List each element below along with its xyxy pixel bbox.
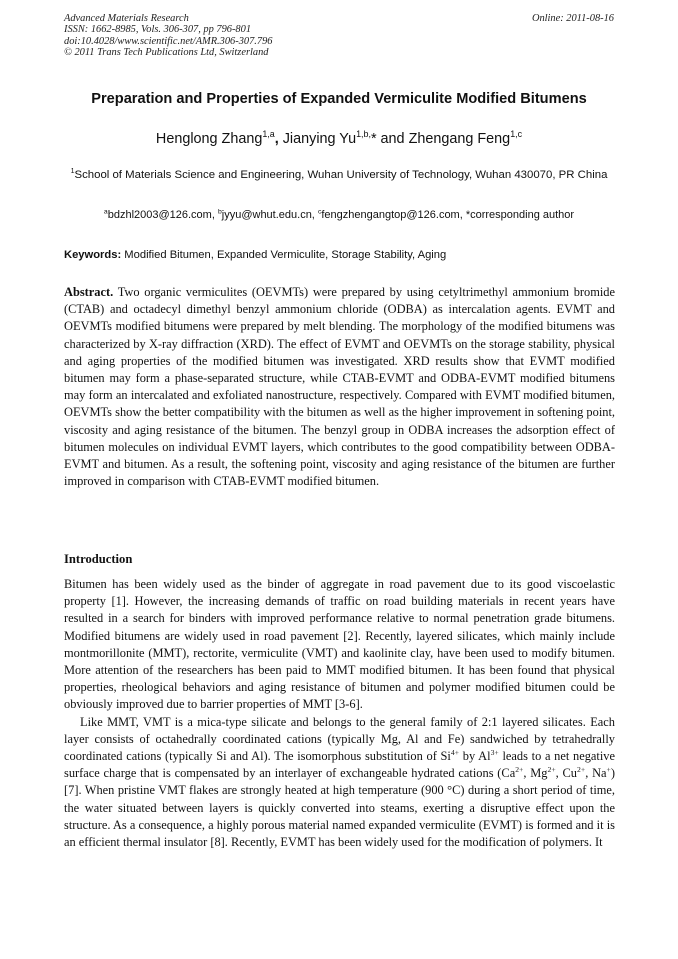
journal-header	[64, 13, 272, 59]
keywords-text: Modified Bitumen, Expanded Vermiculite, Storage Stability, Aging	[121, 249, 447, 261]
affiliation-superscript: 1	[70, 168, 75, 176]
introduction-heading: Introduction	[64, 552, 133, 566]
email-superscript: b	[217, 208, 222, 216]
author-separator: ,	[274, 131, 279, 147]
charge-superscript: 3+	[490, 747, 499, 757]
charge-superscript: 4+	[450, 747, 460, 757]
abstract	[64, 284, 615, 490]
affiliation-text: School of Materials Science and Engineering, Wuhan University of Technology, Wuhan 430070, PR China	[74, 169, 608, 181]
charge-superscript: +	[606, 765, 611, 775]
email-superscript: a	[103, 208, 108, 216]
keywords	[64, 249, 624, 261]
charge-superscript: 2+	[515, 765, 524, 775]
paper-title: Preparation and Properties of Expanded Vermiculite Modified Bitumens	[91, 91, 587, 107]
author-superscript: 1,b,	[356, 129, 371, 140]
keywords-label: Keywords:	[64, 249, 122, 261]
corresponding-star: *	[370, 131, 377, 147]
introduction-paragraph	[64, 714, 615, 852]
email-text: fengzhengangtop@126.com, *corresponding author	[321, 209, 575, 221]
journal-name: Advanced Materials Research	[64, 13, 189, 24]
online-date: Online: 2011-08-16	[531, 13, 614, 24]
author-emails	[0, 209, 678, 221]
charge-superscript: 2+	[577, 765, 586, 775]
paragraph-text: ) [7]. When pristine VMT flakes are strongly heated at high temperature (900 °C) during a short period of time, the water situated between layers is quickly converted into steams, exerting a disruptive effect upon the structure. As a consequence, a highly porous material named expanded vermiculite (EVMT) is formed and it is an efficient thermal insulator [8]. Recently, EVMT has been widely used for the modification of polymers. It	[64, 766, 615, 850]
journal-issn: ISSN: 1662-8985, Vols. 306-307, pp 796-801	[64, 24, 252, 36]
author-name: Jianying Yu	[278, 131, 357, 147]
email-text: jyyu@whut.edu.cn,	[221, 209, 318, 221]
author-conjunction: and	[376, 131, 409, 147]
paragraph-text: , Cu	[555, 766, 578, 781]
paragraph-text: , Na	[585, 766, 607, 781]
charge-superscript: 2+	[547, 765, 556, 775]
author-superscript: 1,a	[262, 129, 275, 140]
author-list	[0, 131, 678, 147]
email-superscript: c	[317, 208, 322, 216]
paragraph-text: , Mg	[523, 766, 548, 781]
affiliation	[64, 165, 614, 185]
paragraph-text: Like MMT, VMT is a mica-type silicate and belongs to the general family of 2:1 layered silicates. Each layer consists of octahedrally coordinated cations (typically Mg, Al and Fe) sandwiched by tetrahedrally coordinated cations (typically Si and Al). The isomorphous substitution of Si	[64, 714, 615, 764]
author-name: Henglong Zhang	[155, 131, 263, 147]
email-text: bdzhl2003@126.com,	[107, 209, 218, 221]
author-superscript: 1,c	[510, 129, 523, 140]
introduction-body	[64, 576, 615, 851]
journal-copyright: © 2011 Trans Tech Publications Ltd, Switzerland	[64, 47, 269, 59]
paragraph-text: leads to a net negative surface charge that is compensated by an interlayer of exchangeable hydrated cations (Ca	[64, 749, 616, 781]
journal-doi: doi:10.4028/www.scientific.net/AMR.306-307.796	[64, 35, 273, 47]
introduction-paragraph: Bitumen has been widely used as the binder of aggregate in road pavement due to its good viscoelastic property [1]. However, the increasing demands of traffic on road building materials in recent years have resulted in a search for binders with improved performance relative to normal penetration grade bitumens. Modified bitumens are widely used in road pavement [2]. Recently, layered silicates, which mainly include montmorillonite (MMT), rectorite, vermiculite (VMT) and kaolinite clay, have been used to modify bitumen. More attention of the researchers has been paid to MMT modified bitumen. It has been found that physical properties, rheological behaviors and aging resistance of bitumen and polymer modified bitumen could be obviously improved due to barrier properties of MMT [3-6].	[64, 577, 615, 712]
paragraph-text: by Al	[459, 749, 491, 764]
abstract-text: Two organic vermiculites (OEVMTs) were prepared by using cetyltrimethyl ammonium bromide (CTAB) and octadecyl dimethyl benzyl ammonium chloride (ODBA) as intercalation agents. EVMT and OEVMTs modified bitumens were prepared by melt blending. The morphology of the modified bitumens was characterized by X-ray diffraction (XRD). The effect of EVMT and OEVMTs on the storage stability, physical and aging properties of the modified bitumen was investigated. XRD results show that EVMT modified bitumen may form a phase-separated structure, while CTAB-EVMT and ODBA-EVMT modified bitumens may form an intercalated and exfoliated nanostructure, respectively. Compared with EVMT modified bitumen, OEVMTs show the better compatibility with the bitumen as well as the higher improvement in softening point, viscosity and aging resistance of the bitumen. The benzyl group in ODBA increases the adsorption effect of bitumen molecules on individual EVMT layers, which contributes to the good compatibility between ODBA-EVMT and bitumen. As a result, the softening point, viscosity and aging resistance of the bitumen are further improved in comparison with CTAB-EVMT modified bitumen.	[64, 285, 615, 489]
abstract-label: Abstract.	[64, 285, 114, 299]
author-name: Zhengang Feng	[408, 131, 511, 147]
